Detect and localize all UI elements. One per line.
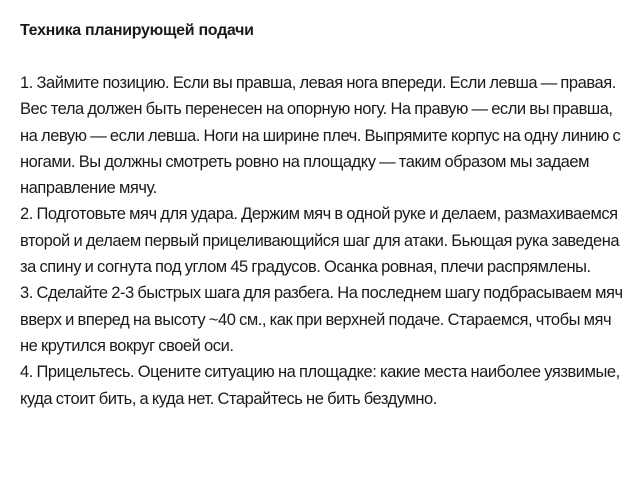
step-3-text: 3. Сделайте 2-3 быстрых шага для разбега. На последнем шагу подбрасываем мяч вверх и вперед на высоту ~40 см., как при верхней подаче. Стараемся, чтобы мяч не крутился вокруг своей оси. bbox=[20, 284, 623, 355]
step-4-text: 4. Прицельтесь. Оцените ситуацию на площадке: какие места наиболее уязвимые, куда стоит бить, а куда нет. Старайтесь не бить бездумно. bbox=[20, 363, 620, 408]
step-2-text: 2. Подготовьте мяч для удара. Держим мяч в одной руке и делаем, размахиваемся второй и делаем первый прицеливающийся шаг для атаки. Бьющая рука заведена за спину и согнута под углом 45 градусов. Осанка ровная, плечи распрямлены. bbox=[20, 205, 620, 277]
document-title: Техника планирующей подачи bbox=[20, 22, 254, 39]
document-body bbox=[20, 18, 624, 412]
step-1-text: 1. Займите позицию. Если вы правша, левая нога впереди. Если левша — правая. Вес тела должен быть перенесен на опорную ногу. На правую — если вы правша, на левую — если левша. Ноги на ширине плеч. Выпрямите корпус на одну линию с ногами. Вы должны смотреть ровно на площадку — таким образом мы задаем направление мячу. bbox=[20, 74, 621, 198]
